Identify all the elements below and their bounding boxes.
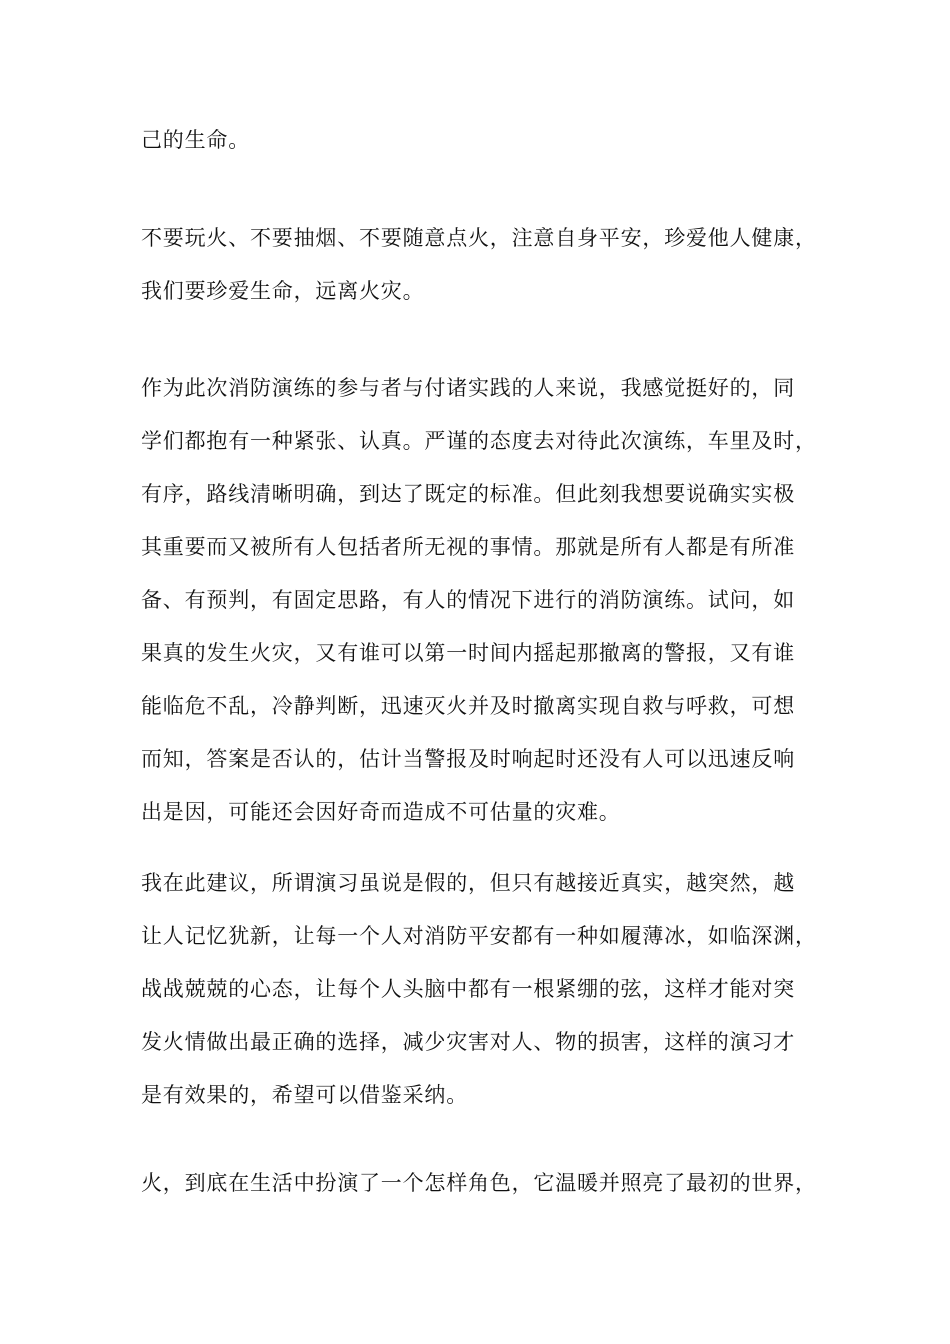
text-line: 出是因，可能还会因好奇而造成不可估量的灾难。 <box>141 800 621 824</box>
paragraph-2 <box>141 212 831 318</box>
text-line: 不要玩火、不要抽烟、不要随意点火，注意自身平安，珍爱他人健康， <box>141 226 817 250</box>
text-line: 己的生命。 <box>141 128 250 152</box>
text-line: 我们要珍爱生命，远离火灾。 <box>141 279 425 303</box>
paragraph-5 <box>141 1157 831 1210</box>
text-line: 果真的发生火灾，又有谁可以第一时间内摇起那撤离的警报，又有谁 <box>141 641 795 665</box>
text-line: 有序，路线清晰明确，到达了既定的标准。但此刻我想要说确实实极 <box>141 482 795 506</box>
text-line: 学们都抱有一种紧张、认真。严谨的态度去对待此次演练，车里及时， <box>141 429 817 453</box>
text-line: 让人记忆犹新，让每一个人对消防平安都有一种如履薄冰，如临深渊， <box>141 924 817 948</box>
text-line: 发火情做出最正确的选择，减少灾害对人、物的损害，这样的演习才 <box>141 1030 795 1054</box>
text-line: 备、有预判，有固定思路，有人的情况下进行的消防演练。试问，如 <box>141 588 795 612</box>
text-line: 是有效果的，希望可以借鉴采纳。 <box>141 1083 468 1107</box>
text-line: 其重要而又被所有人包括者所无视的事情。那就是所有人都是有所准 <box>141 535 795 559</box>
paragraph-1 <box>141 114 831 167</box>
text-line: 我在此建议，所谓演习虽说是假的，但只有越接近真实，越突然，越 <box>141 871 795 895</box>
paragraph-4 <box>141 857 831 1122</box>
text-line: 战战兢兢的心态，让每个人头脑中都有一根紧绷的弦，这样才能对突 <box>141 977 795 1001</box>
paragraph-3 <box>141 362 831 839</box>
text-line: 火，到底在生活中扮演了一个怎样角色，它温暖并照亮了最初的世界， <box>141 1171 817 1195</box>
text-line: 而知，答案是否认的，估计当警报及时响起时还没有人可以迅速反响 <box>141 747 795 771</box>
text-line: 作为此次消防演练的参与者与付诸实践的人来说，我感觉挺好的，同 <box>141 376 795 400</box>
text-line: 能临危不乱，冷静判断，迅速灭火并及时撤离实现自救与呼救，可想 <box>141 694 795 718</box>
